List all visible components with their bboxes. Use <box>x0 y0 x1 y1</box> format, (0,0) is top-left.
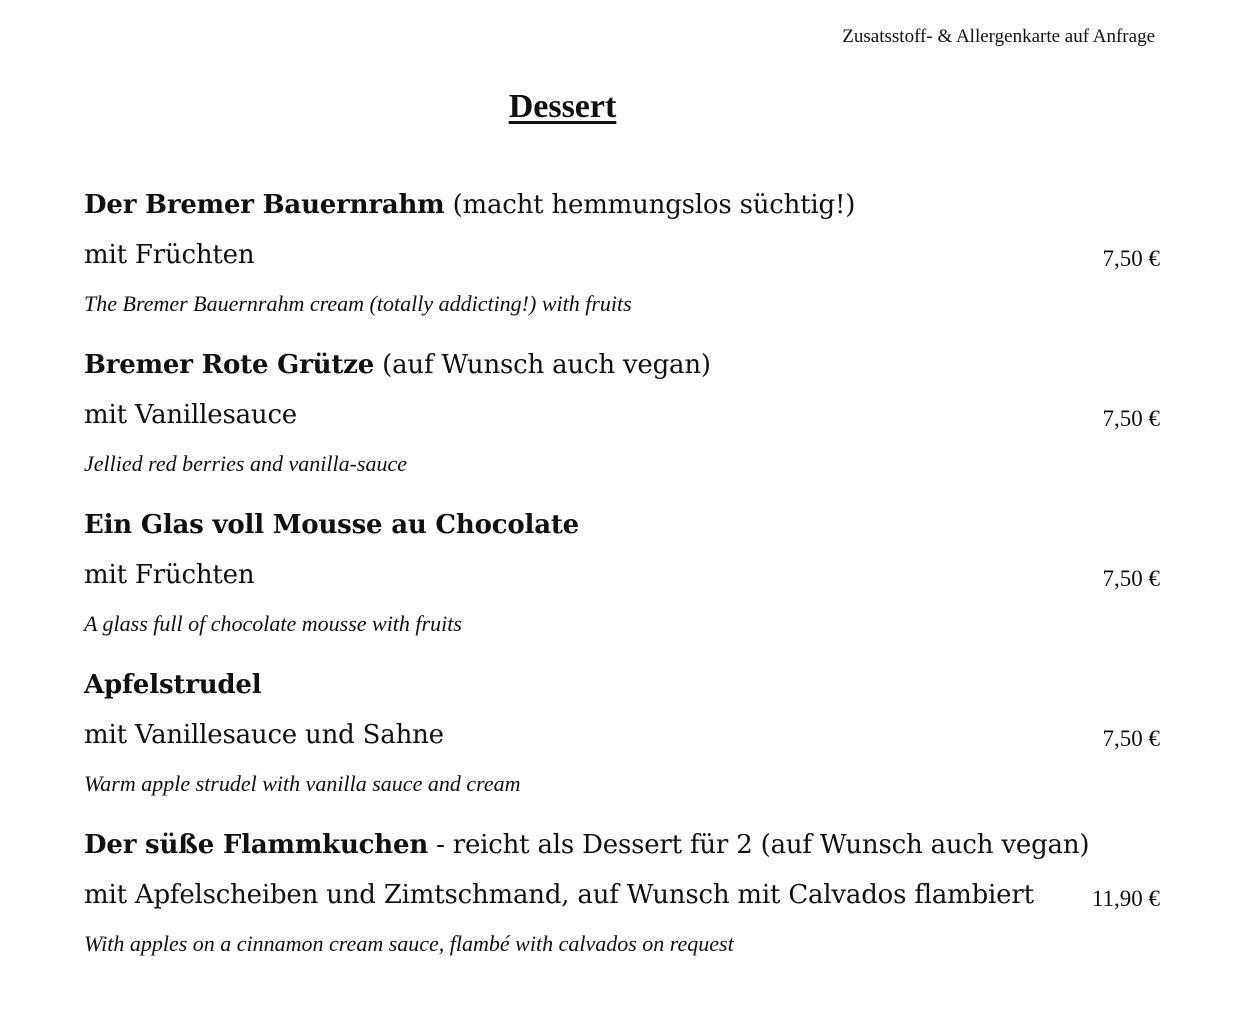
item-english-description: Warm apple strudel with vanilla sauce and cream <box>84 771 521 796</box>
item-description: mit Apfelscheiben und Zimtschmand, auf Wunsch mit Calvados flambiert <box>84 880 1034 910</box>
item-description: mit Früchten <box>84 560 255 590</box>
item-note: - reicht als Dessert für 2 (auf Wunsch auch vegan) <box>428 830 1090 860</box>
menu-item-mousse-au-chocolate <box>84 510 1160 670</box>
item-name: Ein Glas voll Mousse au Chocolate <box>84 510 580 540</box>
item-price: 7,50 € <box>1102 246 1160 271</box>
item-heading <box>84 670 261 700</box>
item-name: Der süße Flammkuchen <box>84 830 429 860</box>
item-english-description: A glass full of chocolate mousse with fruits <box>84 611 462 636</box>
item-english-description: With apples on a cinnamon cream sauce, flambé with calvados on request <box>84 931 734 956</box>
item-heading <box>84 350 711 380</box>
item-price: 7,50 € <box>1102 406 1160 431</box>
menu-item-rote-gruetze <box>84 350 1160 510</box>
item-note: (macht hemmungslos süchtig!) <box>444 190 856 220</box>
item-heading <box>84 510 579 540</box>
item-name: Apfelstrudel <box>84 670 262 700</box>
item-description: mit Vanillesauce und Sahne <box>84 720 444 750</box>
allergen-notice: Zusatsstoff- & Allergenkarte auf Anfrage <box>842 26 1155 47</box>
item-name: Der Bremer Bauernrahm <box>84 190 445 220</box>
item-heading <box>84 190 855 220</box>
item-heading <box>84 830 1089 860</box>
item-description: mit Vanillesauce <box>84 400 297 430</box>
dessert-menu <box>84 190 1160 990</box>
item-price: 11,90 € <box>1091 886 1160 911</box>
menu-item-suesser-flammkuchen <box>84 830 1160 990</box>
item-english-description: The Bremer Bauernrahm cream (totally addicting!) with fruits <box>84 291 632 316</box>
item-price: 7,50 € <box>1102 566 1160 591</box>
item-name: Bremer Rote Grütze <box>84 350 375 380</box>
menu-item-bauernrahm <box>84 190 1160 350</box>
page-title: Dessert <box>508 88 617 125</box>
item-price: 7,50 € <box>1102 726 1160 751</box>
menu-item-apfelstrudel <box>84 670 1160 830</box>
item-note: (auf Wunsch auch vegan) <box>374 350 711 380</box>
item-english-description: Jellied red berries and vanilla-sauce <box>84 451 407 476</box>
item-description: mit Früchten <box>84 240 255 270</box>
